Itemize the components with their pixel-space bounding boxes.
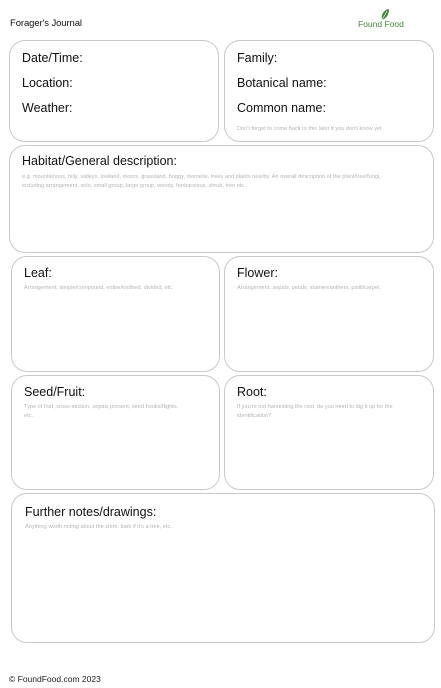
leaf-box bbox=[11, 256, 220, 372]
page-title: Forager's Journal bbox=[10, 18, 82, 29]
habitat-box bbox=[9, 145, 434, 253]
flower-hint: Arrangement, sepals, petals, stamen/anthers, pistil/carpel, bbox=[237, 285, 381, 291]
common-name-label: Common name: bbox=[237, 101, 326, 115]
habitat-hint: e.g. mountainous, hilly, valleys, lowland, moors, grassland, boggy, riverside, trees and plants nearby. An overall description of the plant/tree/fungi, including arrangement, solo, small group, large group, woody, herbaceous, shrub, tree etc. bbox=[22, 174, 381, 189]
seed-fruit-box bbox=[11, 375, 220, 490]
weather-label: Weather: bbox=[22, 101, 73, 115]
leaf-label: Leaf: bbox=[24, 266, 52, 280]
seed-fruit-hint: Type of fruit, cross-section, sepals present, seed hooks/flights, etc. bbox=[24, 404, 179, 419]
names-box bbox=[224, 40, 434, 142]
root-hint: If you're not harvesting the root, do you need to dig it up for the identification? bbox=[237, 404, 393, 419]
flower-label: Flower: bbox=[237, 266, 278, 280]
notes-hint: Anything worth noting about the stem, bark if it's a tree, etc. bbox=[25, 524, 172, 530]
copyright-footer: © FoundFood.com 2023 bbox=[9, 674, 101, 684]
found-food-logo bbox=[358, 8, 408, 30]
date-time-label: Date/Time: bbox=[22, 51, 83, 65]
habitat-label: Habitat/General description: bbox=[22, 154, 177, 168]
root-box bbox=[224, 375, 434, 490]
leaf-hint: Arrangement, simple/compound, entire/toothed, divided, etc. bbox=[24, 285, 174, 291]
logo-text: Found Food bbox=[358, 19, 404, 29]
details-box bbox=[9, 40, 219, 142]
root-label: Root: bbox=[237, 385, 267, 399]
location-label: Location: bbox=[22, 76, 73, 90]
family-label: Family: bbox=[237, 51, 278, 65]
notes-box bbox=[11, 493, 435, 643]
botanical-name-label: Botanical name: bbox=[237, 76, 327, 90]
names-hint: Don't forget to come back to this later if you don't know yet bbox=[237, 126, 382, 132]
notes-label: Further notes/drawings: bbox=[25, 505, 157, 519]
seed-fruit-label: Seed/Fruit: bbox=[24, 385, 86, 399]
flower-box bbox=[224, 256, 434, 372]
